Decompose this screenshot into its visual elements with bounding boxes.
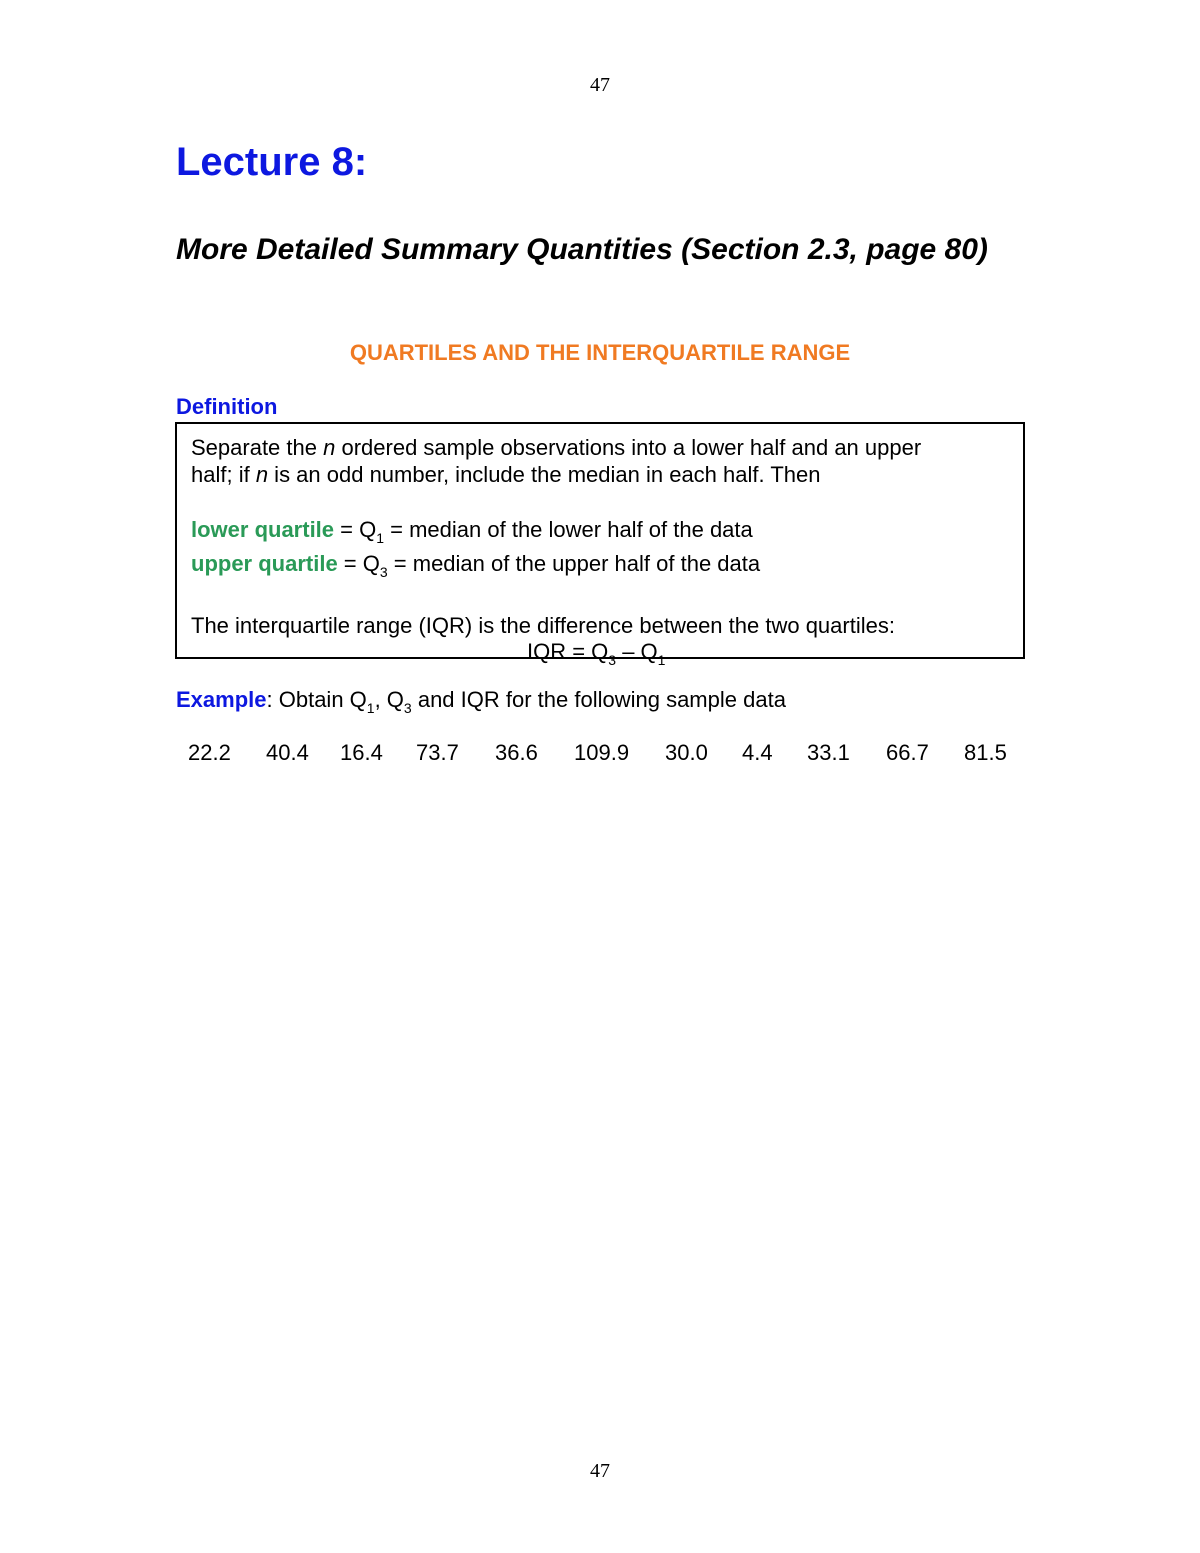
example-label: Example: [176, 687, 267, 712]
definition-box: [175, 422, 1025, 668]
n-variable: n: [255, 462, 269, 487]
definition-text: is an odd number, include the median in each half. Then: [268, 462, 821, 487]
data-value: 109.9: [574, 740, 630, 765]
data-value: 73.7: [416, 740, 459, 765]
example-line: [176, 686, 786, 716]
example-text: Obtain Q: [272, 687, 367, 712]
data-value: 30.0: [665, 740, 708, 765]
upper-quartile-line: [191, 550, 761, 580]
example-text: , Q: [374, 687, 404, 712]
data-value: 66.7: [886, 740, 929, 765]
lower-quartile-line: [191, 516, 753, 546]
subscript: 3: [608, 652, 617, 668]
example-colon: :: [266, 687, 273, 712]
n-variable: n: [323, 435, 336, 460]
page-number-top: 47: [590, 74, 610, 96]
iqr-description: The interquartile range (IQR) is the difference between the two quartiles:: [191, 613, 895, 638]
formula-text: IQR = Q: [527, 639, 609, 664]
data-value: 16.4: [340, 740, 383, 765]
equation-text: = median of the upper half of the data: [387, 551, 761, 576]
equation-text: = Q: [337, 551, 380, 576]
subscript: 1: [366, 700, 375, 716]
subscript: 3: [403, 700, 412, 716]
subtitle: More Detailed Summary Quantities (Section 2.3, page 80): [176, 233, 988, 266]
definition-text: half; if: [191, 462, 256, 487]
page-title: Lecture 8:: [176, 140, 368, 184]
subscript: 3: [379, 564, 388, 580]
data-value: 40.4: [266, 740, 309, 765]
subscript: 1: [657, 652, 666, 668]
data-value: 36.6: [495, 740, 538, 765]
definition-text: ordered sample observations into a lower half and an upper: [335, 435, 922, 460]
data-value: 4.4: [742, 740, 773, 765]
definition-text: Separate the: [191, 435, 324, 460]
definition-label: Definition: [176, 394, 278, 419]
data-value: 81.5: [964, 740, 1007, 765]
data-value: 22.2: [188, 740, 231, 765]
subscript: 1: [376, 530, 385, 546]
section-heading: QUARTILES AND THE INTERQUARTILE RANGE: [349, 340, 851, 365]
definition-paragraph: [191, 434, 1011, 488]
iqr-formula: [527, 638, 666, 668]
data-value: 33.1: [807, 740, 850, 765]
upper-quartile-label: upper quartile: [191, 551, 338, 576]
lower-quartile-label: lower quartile: [191, 517, 335, 542]
example-text: and IQR for the following sample data: [411, 687, 786, 712]
formula-text: – Q: [616, 639, 658, 664]
page-number-bottom: 47: [590, 1460, 610, 1482]
equation-text: = median of the lower half of the data: [384, 517, 753, 542]
equation-text: = Q: [334, 517, 377, 542]
